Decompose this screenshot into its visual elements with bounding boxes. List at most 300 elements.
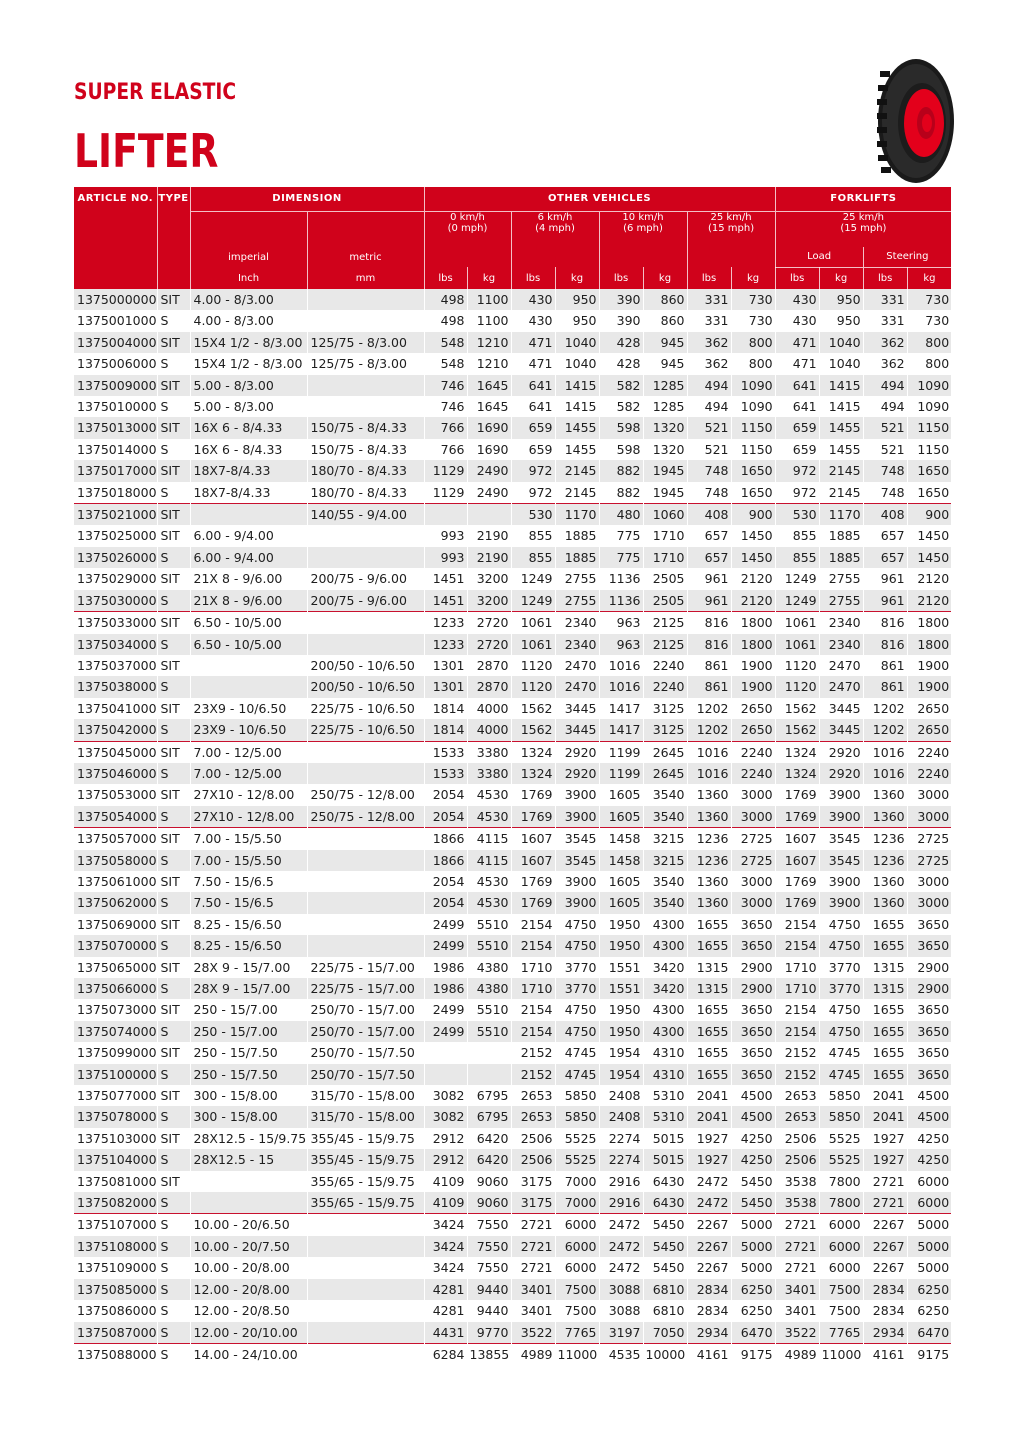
cell-value: 800	[731, 332, 775, 353]
unit-kg: kg	[907, 267, 951, 289]
cell-imperial: 18X7-8/4.33	[190, 460, 307, 481]
cell-value: 945	[643, 332, 687, 353]
cell-value: 3175	[511, 1171, 555, 1192]
cell-value: 3401	[511, 1300, 555, 1321]
unit-kg: kg	[555, 267, 599, 289]
table-row	[74, 698, 951, 719]
header-speed-6: 6 km/h (4 mph)	[511, 211, 599, 247]
cell-imperial: 300 - 15/8.00	[190, 1106, 307, 1127]
cell-value: 7800	[819, 1192, 863, 1214]
cell-value: 1900	[731, 676, 775, 697]
cell-value: 3200	[467, 568, 511, 589]
cell-value: 3125	[643, 698, 687, 719]
unit-lbs: lbs	[424, 267, 467, 289]
cell-type: SIT	[157, 417, 190, 438]
cell-value: 2900	[907, 957, 951, 978]
cell-value: 800	[907, 332, 951, 353]
cell-imperial: 27X10 - 12/8.00	[190, 784, 307, 805]
cell-value: 1451	[424, 590, 467, 612]
cell-value: 2041	[687, 1085, 731, 1106]
cell-value: 2054	[424, 892, 467, 913]
cell-article-no: 1375087000	[74, 1322, 157, 1344]
cell-value: 362	[863, 353, 907, 374]
cell-value: 5000	[731, 1236, 775, 1257]
cell-value: 2472	[687, 1171, 731, 1192]
cell-value: 4745	[555, 1064, 599, 1085]
cell-value: 408	[863, 504, 907, 526]
cell-article-no: 1375065000	[74, 957, 157, 978]
cell-value: 9175	[731, 1343, 775, 1365]
cell-value: 2190	[467, 525, 511, 546]
cell-value: 7000	[555, 1192, 599, 1214]
cell-value: 855	[775, 525, 819, 546]
cell-metric	[307, 375, 424, 396]
cell-value: 2120	[907, 568, 951, 589]
cell-value: 362	[687, 332, 731, 353]
cell-value: 2152	[511, 1042, 555, 1063]
cell-value: 2725	[907, 828, 951, 850]
cell-value: 5850	[819, 1106, 863, 1127]
cell-value: 5000	[731, 1214, 775, 1236]
cell-value: 1136	[599, 590, 643, 612]
cell-value: 521	[863, 439, 907, 460]
cell-value: 972	[511, 460, 555, 481]
cell-type: S	[157, 1064, 190, 1085]
cell-value: 2240	[907, 763, 951, 784]
cell-value: 6000	[555, 1236, 599, 1257]
cell-imperial	[190, 1192, 307, 1214]
unit-lbs: lbs	[599, 267, 643, 289]
cell-metric: 225/75 - 10/6.50	[307, 719, 424, 741]
cell-value: 2900	[731, 957, 775, 978]
cell-article-no: 1375026000	[74, 547, 157, 568]
table-row	[74, 568, 951, 589]
cell-value: 6430	[643, 1192, 687, 1214]
cell-value: 1650	[907, 460, 951, 481]
cell-value: 2240	[731, 741, 775, 763]
cell-value: 3000	[907, 871, 951, 892]
cell-value: 1202	[687, 698, 731, 719]
cell-value: 972	[775, 482, 819, 504]
cell-value: 2340	[819, 612, 863, 634]
cell-value: 3770	[555, 978, 599, 999]
cell-imperial: 4.00 - 8/3.00	[190, 310, 307, 331]
cell-type: S	[157, 482, 190, 504]
cell-imperial: 8.25 - 15/6.50	[190, 935, 307, 956]
cell-type: S	[157, 634, 190, 655]
cell-article-no: 1375034000	[74, 634, 157, 655]
cell-value: 2834	[863, 1300, 907, 1321]
cell-value: 1562	[511, 698, 555, 719]
cell-value: 6795	[467, 1085, 511, 1106]
cell-value: 582	[599, 375, 643, 396]
table-row	[74, 1085, 951, 1106]
cell-value: 471	[775, 332, 819, 353]
header-metric: metric	[307, 211, 424, 267]
cell-value: 2190	[467, 547, 511, 568]
cell-value: 9440	[467, 1279, 511, 1300]
cell-value: 6470	[731, 1322, 775, 1344]
cell-value: 1450	[731, 547, 775, 568]
cell-value: 1655	[687, 1064, 731, 1085]
cell-value: 1458	[599, 850, 643, 871]
cell-article-no: 1375009000	[74, 375, 157, 396]
cell-value: 2834	[687, 1300, 731, 1321]
cell-value: 4250	[731, 1149, 775, 1170]
cell-article-no: 1375085000	[74, 1279, 157, 1300]
cell-value: 2721	[511, 1214, 555, 1236]
cell-value: 1150	[907, 417, 951, 438]
cell-value: 1090	[907, 375, 951, 396]
cell-imperial: 21X 8 - 9/6.00	[190, 590, 307, 612]
cell-type: SIT	[157, 1042, 190, 1063]
table-row	[74, 719, 951, 741]
cell-value: 1315	[863, 978, 907, 999]
cell-value: 4300	[643, 1021, 687, 1042]
cell-type: SIT	[157, 1128, 190, 1149]
cell-type: SIT	[157, 784, 190, 805]
table-row	[74, 655, 951, 676]
cell-value: 3900	[819, 784, 863, 805]
cell-value: 2274	[599, 1128, 643, 1149]
cell-value: 1285	[643, 396, 687, 417]
cell-imperial: 10.00 - 20/8.00	[190, 1257, 307, 1278]
cell-value: 2725	[907, 850, 951, 871]
cell-metric	[307, 525, 424, 546]
cell-value: 3540	[643, 784, 687, 805]
cell-value: 4500	[907, 1085, 951, 1106]
cell-value: 2505	[643, 568, 687, 589]
cell-value: 1562	[775, 698, 819, 719]
cell-metric: 250/75 - 12/8.00	[307, 806, 424, 828]
table-row	[74, 460, 951, 481]
cell-value: 2870	[467, 676, 511, 697]
cell-value	[467, 1042, 511, 1063]
cell-value: 1061	[511, 634, 555, 655]
cell-value: 861	[687, 655, 731, 676]
cell-value: 657	[863, 547, 907, 568]
cell-value: 2267	[687, 1214, 731, 1236]
cell-value: 11000	[819, 1343, 863, 1365]
cell-value: 2267	[687, 1236, 731, 1257]
cell-value: 3380	[467, 741, 511, 763]
page-title: LIFTER	[74, 124, 219, 178]
cell-value: 766	[424, 417, 467, 438]
cell-value: 1120	[511, 676, 555, 697]
cell-value: 4750	[819, 999, 863, 1020]
cell-value: 3650	[731, 914, 775, 935]
cell-metric	[307, 828, 424, 850]
cell-metric: 180/70 - 8/4.33	[307, 482, 424, 504]
cell-value: 5000	[731, 1257, 775, 1278]
cell-value: 6284	[424, 1343, 467, 1365]
cell-value: 4750	[555, 1021, 599, 1042]
cell-value: 390	[599, 310, 643, 331]
cell-value: 1769	[511, 892, 555, 913]
cell-type: SIT	[157, 1085, 190, 1106]
cell-value: 430	[511, 289, 555, 310]
cell-value: 6000	[819, 1257, 863, 1278]
cell-imperial: 7.00 - 15/5.50	[190, 828, 307, 850]
cell-article-no: 1375104000	[74, 1149, 157, 1170]
table-row	[74, 1279, 951, 1300]
cell-value: 1551	[599, 978, 643, 999]
cell-value: 5510	[467, 1021, 511, 1042]
cell-value: 471	[511, 353, 555, 374]
cell-value: 730	[731, 289, 775, 310]
cell-value: 4250	[907, 1149, 951, 1170]
cell-value: 3770	[819, 957, 863, 978]
cell-type: SIT	[157, 741, 190, 763]
cell-value: 2934	[863, 1322, 907, 1344]
cell-value: 4300	[643, 935, 687, 956]
brand-label: SUPER ELASTIC	[74, 80, 237, 105]
header-load: Load	[775, 247, 863, 267]
cell-type: SIT	[157, 289, 190, 310]
cell-value: 2721	[863, 1171, 907, 1192]
cell-type: S	[157, 1192, 190, 1214]
cell-value: 748	[687, 482, 731, 504]
cell-imperial: 16X 6 - 8/4.33	[190, 417, 307, 438]
cell-value: 6420	[467, 1128, 511, 1149]
cell-value: 2755	[819, 568, 863, 589]
cell-article-no: 1375088000	[74, 1343, 157, 1365]
cell-imperial: 14.00 - 24/10.00	[190, 1343, 307, 1365]
cell-value: 3545	[555, 828, 599, 850]
cell-imperial: 6.50 - 10/5.00	[190, 612, 307, 634]
cell-value: 7550	[467, 1257, 511, 1278]
cell-metric	[307, 871, 424, 892]
cell-value: 1415	[819, 375, 863, 396]
cell-value: 1769	[511, 871, 555, 892]
cell-value: 1986	[424, 978, 467, 999]
cell-value: 1301	[424, 676, 467, 697]
cell-value: 408	[687, 504, 731, 526]
cell-article-no: 1375038000	[74, 676, 157, 697]
cell-value: 950	[819, 310, 863, 331]
cell-value	[424, 1064, 467, 1085]
cell-metric: 200/75 - 9/6.00	[307, 568, 424, 589]
cell-article-no: 1375017000	[74, 460, 157, 481]
cell-value: 1455	[819, 417, 863, 438]
cell-value: 961	[687, 568, 731, 589]
cell-value: 2470	[555, 655, 599, 676]
cell-value: 2240	[907, 741, 951, 763]
cell-value: 2152	[775, 1042, 819, 1063]
table-row	[74, 1322, 951, 1344]
cell-value: 861	[687, 676, 731, 697]
cell-metric: 180/70 - 8/4.33	[307, 460, 424, 481]
cell-type: S	[157, 1343, 190, 1365]
cell-value: 4250	[731, 1128, 775, 1149]
cell-metric: 250/70 - 15/7.50	[307, 1064, 424, 1085]
cell-value: 4530	[467, 806, 511, 828]
cell-value: 748	[863, 460, 907, 481]
cell-value: 3401	[511, 1279, 555, 1300]
cell-value: 5450	[643, 1236, 687, 1257]
cell-value: 2240	[643, 655, 687, 676]
cell-value: 1150	[731, 417, 775, 438]
cell-value: 3197	[599, 1322, 643, 1344]
header-inch: Inch	[190, 267, 307, 289]
table-row	[74, 1192, 951, 1214]
cell-value: 1690	[467, 417, 511, 438]
cell-value: 9440	[467, 1300, 511, 1321]
unit-kg: kg	[731, 267, 775, 289]
cell-value: 6000	[819, 1236, 863, 1257]
cell-type: SIT	[157, 375, 190, 396]
cell-value: 2920	[555, 763, 599, 784]
cell-imperial	[190, 1171, 307, 1192]
cell-value: 1450	[907, 547, 951, 568]
cell-metric: 200/50 - 10/6.50	[307, 676, 424, 697]
cell-value: 521	[863, 417, 907, 438]
cell-value: 1927	[863, 1128, 907, 1149]
cell-article-no: 1375070000	[74, 935, 157, 956]
cell-value: 6000	[907, 1171, 951, 1192]
cell-value: 3900	[555, 871, 599, 892]
spec-table-body	[74, 289, 951, 1365]
cell-value: 471	[775, 353, 819, 374]
cell-type: S	[157, 719, 190, 741]
cell-value: 9770	[467, 1322, 511, 1344]
cell-value: 5510	[467, 935, 511, 956]
cell-article-no: 1375042000	[74, 719, 157, 741]
cell-value: 4530	[467, 784, 511, 805]
cell-value: 1986	[424, 957, 467, 978]
table-row	[74, 396, 951, 417]
cell-value: 3420	[643, 957, 687, 978]
cell-value: 816	[863, 612, 907, 634]
cell-value: 1016	[863, 763, 907, 784]
cell-value: 2721	[775, 1236, 819, 1257]
cell-value: 2054	[424, 871, 467, 892]
unit-lbs: lbs	[511, 267, 555, 289]
cell-value: 659	[775, 417, 819, 438]
cell-value: 1605	[599, 871, 643, 892]
cell-value: 7050	[643, 1322, 687, 1344]
cell-value: 1249	[511, 568, 555, 589]
cell-value: 1016	[687, 763, 731, 784]
cell-value: 1415	[819, 396, 863, 417]
cell-article-no: 1375077000	[74, 1085, 157, 1106]
cell-value: 430	[775, 289, 819, 310]
cell-value: 2653	[775, 1085, 819, 1106]
cell-value: 1885	[819, 525, 863, 546]
cell-value: 2916	[599, 1171, 643, 1192]
cell-type: SIT	[157, 460, 190, 481]
table-row	[74, 1300, 951, 1321]
cell-value	[424, 1042, 467, 1063]
cell-value: 2870	[467, 655, 511, 676]
cell-article-no: 1375062000	[74, 892, 157, 913]
cell-value: 1655	[863, 1042, 907, 1063]
cell-value: 521	[687, 417, 731, 438]
cell-value: 641	[511, 375, 555, 396]
cell-value: 2725	[731, 850, 775, 871]
cell-value: 641	[775, 396, 819, 417]
cell-article-no: 1375100000	[74, 1064, 157, 1085]
cell-value: 7800	[819, 1171, 863, 1192]
table-row	[74, 1149, 951, 1170]
cell-value: 3650	[731, 1064, 775, 1085]
cell-value: 1650	[907, 482, 951, 504]
cell-value: 1562	[511, 719, 555, 741]
header-other-vehicles: OTHER VEHICLES	[424, 187, 775, 211]
cell-value: 2472	[687, 1192, 731, 1214]
cell-value: 331	[687, 289, 731, 310]
cell-value: 1415	[555, 396, 599, 417]
cell-value: 963	[599, 612, 643, 634]
cell-value: 860	[643, 289, 687, 310]
cell-value: 1170	[819, 504, 863, 526]
cell-imperial	[190, 676, 307, 697]
cell-value: 1210	[467, 353, 511, 374]
cell-value: 362	[863, 332, 907, 353]
cell-value: 1455	[555, 417, 599, 438]
cell-value: 7500	[819, 1300, 863, 1321]
cell-value: 1016	[599, 676, 643, 697]
tire-product-image	[872, 57, 956, 185]
cell-article-no: 1375082000	[74, 1192, 157, 1214]
cell-article-no: 1375037000	[74, 655, 157, 676]
cell-value: 3650	[731, 999, 775, 1020]
cell-value: 816	[687, 612, 731, 634]
cell-value: 2900	[907, 978, 951, 999]
cell-value: 9060	[467, 1192, 511, 1214]
cell-value: 3082	[424, 1085, 467, 1106]
cell-type: SIT	[157, 999, 190, 1020]
table-row	[74, 892, 951, 913]
table-row	[74, 417, 951, 438]
cell-imperial: 16X 6 - 8/4.33	[190, 439, 307, 460]
cell-imperial: 15X4 1/2 - 8/3.00	[190, 332, 307, 353]
table-row	[74, 353, 951, 374]
cell-value: 5015	[643, 1149, 687, 1170]
cell-value: 6430	[643, 1171, 687, 1192]
cell-imperial: 8.25 - 15/6.50	[190, 914, 307, 935]
cell-article-no: 1375029000	[74, 568, 157, 589]
cell-value: 1040	[819, 353, 863, 374]
cell-value: 4750	[819, 914, 863, 935]
cell-value: 2834	[863, 1279, 907, 1300]
cell-value: 1645	[467, 396, 511, 417]
cell-value: 659	[511, 417, 555, 438]
cell-value: 494	[687, 396, 731, 417]
cell-value: 2720	[467, 612, 511, 634]
cell-value: 5525	[555, 1149, 599, 1170]
cell-value: 993	[424, 525, 467, 546]
cell-value: 2721	[775, 1214, 819, 1236]
cell-imperial: 28X12.5 - 15	[190, 1149, 307, 1170]
cell-value: 2725	[731, 828, 775, 850]
cell-article-no: 1375078000	[74, 1106, 157, 1127]
cell-value: 7550	[467, 1214, 511, 1236]
cell-value: 1927	[687, 1149, 731, 1170]
cell-value: 2650	[731, 698, 775, 719]
cell-value: 2755	[819, 590, 863, 612]
cell-value: 494	[863, 375, 907, 396]
cell-value: 6810	[643, 1300, 687, 1321]
cell-value: 3424	[424, 1236, 467, 1257]
cell-imperial: 250 - 15/7.00	[190, 1021, 307, 1042]
cell-value: 950	[555, 310, 599, 331]
cell-value: 1100	[467, 289, 511, 310]
cell-value: 530	[511, 504, 555, 526]
table-row	[74, 871, 951, 892]
cell-value: 1320	[643, 417, 687, 438]
cell-value: 3000	[731, 784, 775, 805]
